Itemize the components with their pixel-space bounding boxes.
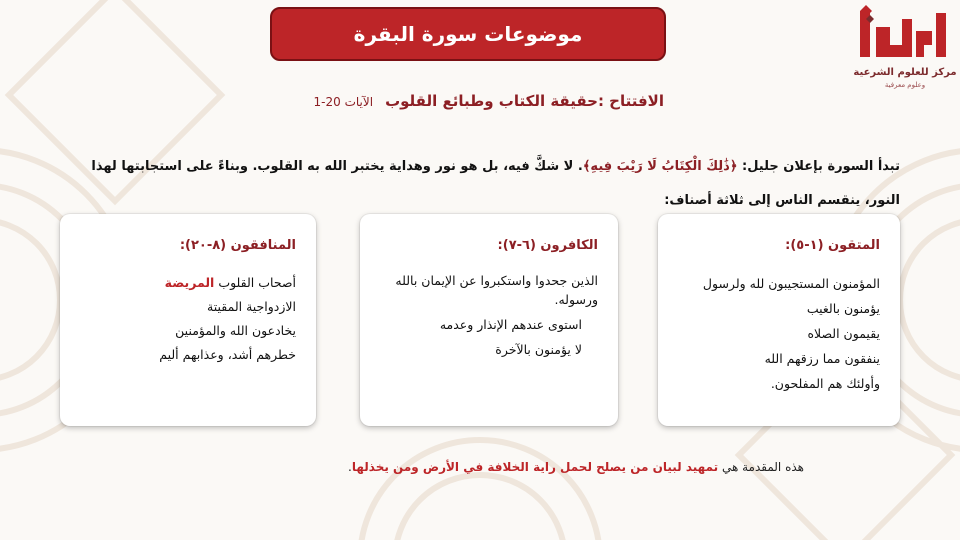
footer-note — [320, 460, 804, 474]
list-item: لا يؤمنون بالآخرة — [495, 342, 582, 357]
list-item: وأولئك هم المفلحون. — [770, 376, 880, 391]
logo — [852, 5, 958, 95]
subtitle-ayat: الآيات 20-1 — [313, 95, 374, 109]
card-title: المنافقون (٨-٢٠): — [179, 238, 296, 253]
card-title: المتقون (١-٥): — [785, 238, 880, 253]
intro-paragraph — [60, 150, 900, 218]
section-subtitle — [280, 92, 664, 110]
logo-tagline-secondary: وعلوم معرفية — [884, 81, 926, 89]
quran-verse: ﴿ذَٰلِكَ الْكِتَابُ لَا رَيْبَ فِيهِ﴾ — [582, 159, 738, 174]
list-item — [80, 271, 296, 295]
intro-text-start: تبدأ السورة بإعلان جليل: — [737, 159, 900, 174]
list-item-highlight: المريضة — [164, 275, 215, 290]
list-item: الازدواجية المقيتة — [207, 299, 296, 314]
subtitle-main: الافتتاح :حقيقة الكتاب وطبائع القلوب — [385, 92, 664, 110]
list-item: ينفقون مما رزقهم الله — [764, 351, 880, 366]
page-title: موضوعات سورة البقرة — [353, 22, 583, 46]
card-title: الكافرون (٦-٧): — [497, 238, 598, 253]
card-muttaqun — [658, 214, 900, 426]
logo-tagline: مركز للعلوم الشرعية — [853, 67, 957, 78]
footer-emphasis: تمهيد لبيان من يصلح لحمل راية الخلافة في الأرض ومن يخذلها — [351, 460, 719, 474]
list-item: خطرهم أشد، وعذابهم أليم — [159, 347, 296, 362]
list-item-text: أصحاب القلوب — [214, 275, 296, 290]
logo-mark — [852, 5, 958, 65]
card-list — [678, 271, 880, 396]
footer-text-start: هذه المقدمة هي — [718, 460, 804, 474]
card-kafirun — [360, 214, 618, 426]
card-list — [80, 271, 296, 367]
footer-text-end: . — [348, 460, 352, 474]
intro-text-end: . لا شكَّ فيه، بل هو نور وهداية يختبر الله به القلوب. وبناءً على استجابتها لهذا النور، ينقسم الناس إلى ثلاثة أصناف: — [91, 159, 900, 208]
list-item: يقيمون الصلاه — [807, 326, 880, 341]
list-item: المؤمنون المستجيبون لله ولرسول — [702, 276, 880, 291]
list-item: يؤمنون بالغيب — [806, 301, 880, 316]
list-item: يخادعون الله والمؤمنين — [175, 323, 296, 338]
page-title-banner — [270, 7, 666, 61]
list-item: استوى عندهم الإنذار وعدمه — [439, 317, 582, 332]
list-item: الذين جحدوا واستكبروا عن الإيمان بالله ورسوله. — [395, 273, 598, 307]
card-list — [380, 271, 598, 359]
card-munafiqun — [60, 214, 316, 426]
